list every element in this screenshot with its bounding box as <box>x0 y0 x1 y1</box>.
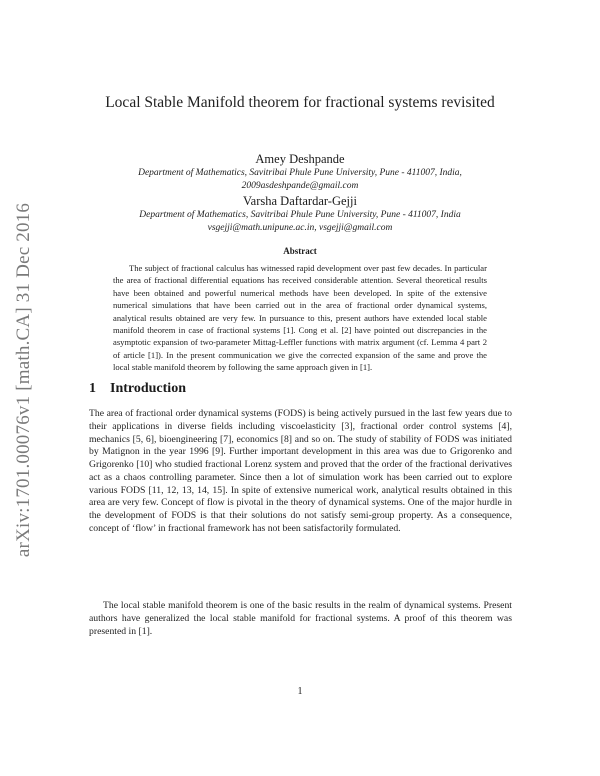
section-number: 1 <box>89 381 96 396</box>
paper-title: Local Stable Manifold theorem for fractional systems revisited <box>105 94 495 111</box>
abstract-heading: Abstract <box>283 246 317 256</box>
section-heading <box>89 381 186 397</box>
author-affiliation <box>80 209 520 235</box>
abstract-text: The subject of fractional calculus has witnessed rapid development over past few decades. In particular the area of fractional differential equations has received considerable attention. Several theoretical results have been obtained and powerful numerical methods have been developed. In spite of the extensive numerical simulations that have been carried out in the area of fractional order dynamical systems, analytical results obtained are very few. In pursuance to this, present authors have extended local stable manifold theorem in case of fractional systems [1]. Cong et al. [2] have pointed out discrepancies in the asymptotic expansion of two-parameter Mittag-Leffler functions with matrix argument (cf. Lemma 4 part 2 of article [1]). In the present communication we give the corrected expansion of the same and prove the local stable manifold theorem by following the same approach given in [1]. <box>113 263 487 373</box>
body-paragraph: The local stable manifold theorem is one of the basic results in the realm of dynamical systems. Present authors have generalized the local stable manifold for fractional systems. A proof of this theorem was presented in [1]. <box>89 600 512 637</box>
author-name: Varsha Daftardar-Gejji <box>243 194 357 208</box>
body-paragraph: The area of fractional order dynamical systems (FODS) is being actively pursued in the last few years due to their applications in diverse fields including viscoelasticity [3], fractional order control systems [4], mechanics [5, 6], bioengineering [7], economics [8] and so on. The study of stability of FODS was initiated by Matignon in the year 1996 [9]. Further important development in this area was due to Grigorenko and Grigorenko [10] who studied fractional Lorenz system and proved that the order of the fractional derivatives act as a chaos controlling parameter. Since then a lot of simulation work has been carried out to explore various FODS [11, 12, 13, 14, 15]. In spite of extensive numerical work, analytical results obtained in this area are very few. Concept of flow is pivotal in the theory of dynamical systems. One of the major hurdle in the development of FODS is that their solutions do not satisfy semi-group property. As a consequence, concept of ‘flow’ in fractional framework has not been satisfactorily formulated. <box>89 408 512 534</box>
author-name: Amey Deshpande <box>255 152 345 166</box>
author-email: vsgejji@math.unipune.ac.in, vsgejji@gmail.com <box>207 223 393 233</box>
affiliation-text: Department of Mathematics, Savitribai Phule Pune University, Pune - 411007, India, <box>138 168 462 178</box>
affiliation-text: Department of Mathematics, Savitribai Phule Pune University, Pune - 411007, India <box>139 210 461 220</box>
page-number: 1 <box>297 686 303 697</box>
author-email: 2009asdeshpande@gmail.com <box>241 181 359 191</box>
section-title: Introduction <box>110 381 186 396</box>
arxiv-stamp <box>8 170 40 590</box>
arxiv-identifier: arXiv:1701.00076v1 [math.CA] 31 Dec 2016 <box>13 202 34 558</box>
author-affiliation <box>80 167 520 193</box>
